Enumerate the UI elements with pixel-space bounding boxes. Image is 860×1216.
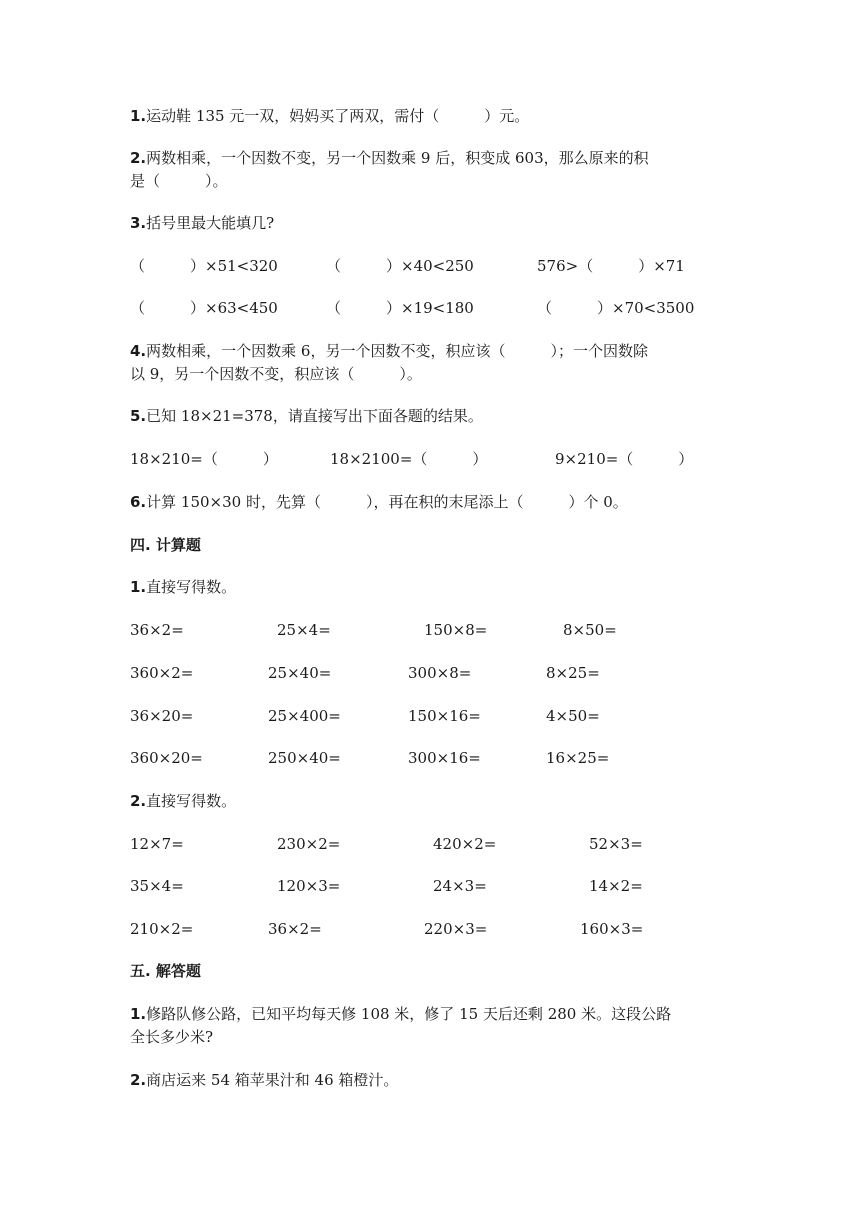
calc-item: 52×3= [589,835,643,853]
calc-item: 35×4= [130,877,184,895]
calc-item: 36×2= [268,920,322,938]
calc-item: 4×50= [546,707,600,725]
calc-item: 36×20= [130,707,194,725]
calc-item: 160×3= [580,920,644,938]
calc-item: 120×3= [277,877,341,895]
inequality-3: 576>（ ）×71 [537,257,685,275]
question-1: 1.运动鞋 135 元一双，妈妈买了两双，需付（ ）元。 [130,107,530,125]
inequality-1: （ ）×51<320 [130,257,278,275]
calc-item: 150×16= [408,707,481,725]
question-2-line-2: 是（ ）。 [130,172,228,190]
calc-question-1: 1.直接写得数。 [130,578,237,596]
word-problem-1-line-1: 1.修路队修公路，已知平均每天修 108 米，修了 15 天后还剩 280 米。这段公路 [130,1005,672,1023]
calc-item: 8×25= [546,664,600,682]
calc-item: 8×50= [563,621,617,639]
calc-item: 24×3= [433,877,487,895]
question-4-line-2: 以 9，另一个因数不变，积应该（ ）。 [130,365,422,383]
inequality-6: （ ）×70<3500 [537,299,695,317]
result-3: 9×210=（ ） [555,450,694,468]
calc-item: 150×8= [424,621,488,639]
question-6: 6.计算 150×30 时，先算（ ），再在积的末尾添上（ ）个 0。 [130,493,628,511]
section-5-heading: 五. 解答题 [130,962,201,980]
question-3: 3.括号里最大能填几? [130,214,275,232]
calc-item: 230×2= [277,835,341,853]
calc-item: 250×40= [268,749,341,767]
inequality-4: （ ）×63<450 [130,299,278,317]
calc-item: 25×400= [268,707,341,725]
calc-item: 220×3= [424,920,488,938]
question-5: 5.已知 18×21=378，请直接写出下面各题的结果。 [130,407,483,425]
section-4-heading: 四. 计算题 [130,536,201,554]
calc-item: 25×4= [277,621,331,639]
calc-item: 360×2= [130,664,194,682]
calc-item: 300×8= [408,664,472,682]
calc-item: 12×7= [130,835,184,853]
calc-question-2: 2.直接写得数。 [130,792,237,810]
calc-item: 25×40= [268,664,332,682]
result-1: 18×210=（ ） [130,450,278,468]
question-2-line-1: 2.两数相乘，一个因数不变，另一个因数乘 9 后，积变成 603，那么原来的积 [130,149,649,167]
inequality-2: （ ）×40<250 [326,257,474,275]
calc-item: 16×25= [546,749,610,767]
calc-item: 360×20= [130,749,203,767]
calc-item: 14×2= [589,877,643,895]
word-problem-1-line-2: 全长多少米? [130,1028,214,1046]
question-4-line-1: 4.两数相乘，一个因数乘 6，另一个因数不变，积应该（ ）；一个因数除 [130,342,648,360]
result-2: 18×2100=（ ） [330,450,488,468]
calc-item: 36×2= [130,621,184,639]
calc-item: 210×2= [130,920,194,938]
word-problem-2: 2.商店运来 54 箱苹果汁和 46 箱橙汁。 [130,1071,399,1089]
inequality-5: （ ）×19<180 [326,299,474,317]
calc-item: 300×16= [408,749,481,767]
calc-item: 420×2= [433,835,497,853]
